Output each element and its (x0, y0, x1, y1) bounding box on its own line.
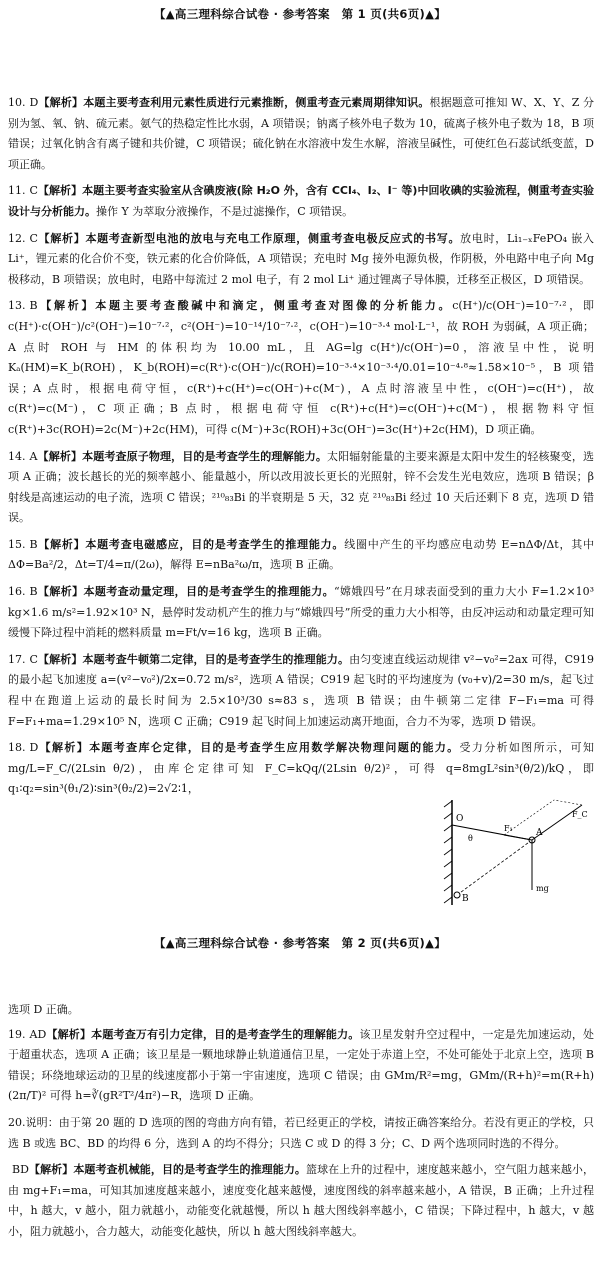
answer-choice: C (29, 652, 38, 666)
analysis-body: 由匀变速直线运动规律 v²−v₀²=2ax 可得，C919 的最小起飞加速度 a=(v²−v₀²)/2x=0.72 m/s²，选项 A 错误；C919 起飞时的平均速度为 (v₀+v)/2=30 m/s，起飞过程中在跑道上运动的最长时间为 2.5×10³/30 s≈83 s，选项 B 错误；由牛顿第二定律 F−F₁=ma 可得 F=F₁+ma=1.29×10⁵ N，选项 C 正确；C919 起飞时间上加速运动离开地面，合力不为零，选项 D 错误。 (8, 652, 594, 728)
answer-item (8, 1160, 594, 1242)
answer-choice: C (29, 231, 38, 245)
analysis-lead: 本题考查牛顿第二定律，目的是考查学生的推理能力。 (82, 652, 350, 666)
answer-choice: B (29, 537, 38, 551)
answer-choice: B (29, 585, 38, 599)
analysis-tag: 【解析】 (38, 741, 90, 755)
answer-item (8, 1113, 594, 1154)
answer-number: 13. (8, 299, 26, 313)
analysis-body: 线圈中产生的平均感应电动势 E=nΔΦ/Δt，其中 ΔΦ=Ba²/2，Δt=T/4=π/(2ω)，解得 E=nBa²ω/π，选项 B 正确。 (8, 537, 595, 572)
answer-item (8, 650, 594, 732)
analysis-tag: 【解析】 (37, 585, 84, 599)
answer-number: 12. (8, 231, 26, 245)
answers-page-2 (8, 1000, 594, 1249)
answer-number: 16. (8, 585, 26, 599)
analysis-tag: 【解析】 (37, 184, 83, 198)
label-b: B (462, 894, 469, 904)
answer-choice: D (29, 96, 39, 109)
answer-choice: AD (29, 1027, 47, 1041)
analysis-lead: 本题考查动量定理，目的是考查学生的推理能力。 (83, 585, 334, 599)
analysis-tag: 【解析】 (37, 537, 86, 551)
analysis-lead: 本题主要考查利用元素性质进行元素推断，侧重考查元素周期律知识。 (83, 96, 430, 109)
page-header-1: 【▲高三理科综合试卷 · 参考答案 第 1 页(共6页)▲】 (153, 7, 447, 21)
analysis-body: 操作 Y 为萃取分液操作，不是过滤操作，C 项错误。 (96, 204, 354, 218)
analysis-lead: 本题考查电磁感应，目的是考查学生的推理能力。 (85, 537, 345, 551)
answer-number: 20. (8, 1115, 26, 1129)
answer-item (8, 738, 594, 800)
answer-number: 14. (8, 449, 26, 463)
answer-item (8, 447, 594, 529)
analysis-body: c(H⁺)/c(OH⁻)=10⁻⁷·²，即 c(H⁺)·c(OH⁻)/c²(OH⁻)=10⁻⁷·²，c²(OH⁻)=10⁻¹⁴/10⁻⁷·²，c(OH⁻)=10⁻³·⁴ mol·L⁻¹，故 ROH 为弱碱，A 项正确；A 点时 ROH 与 HM 的体积均为 10.00 mL，且 AG=lg c(H⁺)/c(OH⁻)=0，溶液呈中性，说明 Kₐ(HM)=K_b(ROH)，K_b(ROH)=c(R⁺)·c(OH⁻)/c(ROH)=10⁻³·⁴×10⁻³·⁴/0.01=10⁻⁴·⁸≈1.58×10⁻⁵，B 项错误；A 点时，根据电荷守恒，c(R⁺)+c(H⁺)=c(OH⁻)+c(M⁻)，A 点时溶液呈中性，c(OH⁻)=c(H⁺)，故 c(R⁺)=c(M⁻)，C 项正确；B 点时，根据电荷守恒 c(R⁺)+c(H⁺)=c(OH⁻)+c(M⁻)，根据物料守恒 c(R⁺)+3c(ROH)=2c(M⁻)+2c(HM)，可得 c(M⁻)+3c(ROH)+3c(OH⁻)=3c(H⁺)+2c(HM)，D 项正确。 (8, 299, 595, 436)
answers-page-1 (8, 93, 594, 806)
analysis-tag: 【解析】 (37, 449, 83, 463)
analysis-lead: 本题考查新型电池的放电与充电工作原理，侧重考查电极反应式的书写。 (85, 231, 461, 245)
answer-number: 17. (8, 652, 26, 666)
answer-item (8, 582, 594, 644)
answer-number: 19. (8, 1027, 26, 1041)
analysis-lead: 本题主要考查实验室从含碘废液(除 H₂O 外，含有 CCl₄、I₂、I⁻ 等)中回收碘的实验流程，侧重考查实验设计与分析能力。 (8, 184, 595, 218)
analysis-body: 篮球在上升的过程中，速度越来越小，空气阻力越来越小，由 mg+F₁=ma，可知其加速度越来越小，速度变化越来越慢，速度图线的斜率越来越小，A 错误，B 正确；上升过程中，h 越大，v 越小，阻力就越小，动能变化就越慢，所以 h 越大图线斜率越小，C 错误；下降过程中，h 越大，v 越小，阻力就越小，合力越大，动能变化越快，所以 h 越大图线斜率越大。 (8, 1163, 595, 1238)
answer-item (8, 181, 594, 222)
analysis-body: 太阳辐射能量的主要来源是太阳中发生的轻核聚变，选项 A 正确；波长越长的光的频率越小、能量越小，所以改用波长更长的光照射，锌不会发生光电效应，选项 B 错误；β 射线是高速运动的电子流，选项 C 错误；²¹⁰₈₃Bi 的半衰期是 5 天，32 克 ²¹⁰₈₃Bi 经过 10 天后还剩下 8 克，选项 D 错误。 (8, 449, 595, 525)
analysis-tag: 【解析】 (37, 652, 83, 666)
label-f1: F₁ (504, 824, 513, 833)
analysis-lead: 本题考查库仑定律，目的是考查学生应用数学解决物理问题的能力。 (89, 741, 460, 755)
analysis-lead: 本题考查万有引力定律，目的是考查学生的理解能力。 (91, 1027, 360, 1041)
analysis-body: “嫦娥四号”在月球表面受到的重力大小 F=1.2×10³ kg×1.6 m/s²=1.92×10³ N，悬停时发动机产生的推力与“嫦娥四号”所受的重力大小相等，由反冲运动和动量定理可知缓慢下降过程中消耗的燃料质量 m=Ft/v=16 kg，选项 B 正确。 (8, 585, 595, 640)
analysis-lead: 本题主要考查酸碱中和滴定，侧重考查对图像的分析能力。 (95, 299, 453, 313)
analysis-body: 放电时，Li₁₋ₓFePO₄ 嵌入 Li⁺，锂元素的化合价不变，铁元素的化合价降低，A 项错误；充电时 Mg 接外电源负极，作阴极，外电路中电子向 Mg 极移动，B 项错误；放电时，电路中每流过 2 mol 电子，有 2 mol Li⁺ 通过锂离子导体膜，迁移至正极区，D 项错误。 (8, 231, 594, 286)
charge-b (454, 892, 460, 898)
analysis-body: 该卫星发射升空过程中，一定是先加速运动，处于超重状态，选项 A 正确；该卫星是一颗地球静止轨道通信卫星，一定处于赤道上空，不处可能处于北京上空，选项 B 错误；环绕地球运动的卫星的线速度都小于第一宇宙速度，选项 C 错误；由 GMm/R²=mg，GMm/(R+h)²=m(R+h)(2π/T)² 可得 h=∛(gR²T²/4π²)−R，选项 D 正确。 (8, 1027, 595, 1103)
analysis-tag: 【解析】 (37, 299, 96, 313)
answer-choice: A (29, 449, 38, 463)
analysis-tag: 【解析】 (38, 96, 84, 109)
answer-item (8, 535, 594, 576)
analysis-tag: 【解析】 (28, 1163, 74, 1177)
analysis-lead: 本题考查机械能，目的是考查学生的推理能力。 (73, 1163, 306, 1177)
answer-item (8, 1025, 594, 1107)
page-header-2: 【▲高三理科综合试卷 · 参考答案 第 2 页(共6页)▲】 (153, 936, 447, 950)
wall-hatch (444, 801, 452, 903)
answer-item (8, 296, 594, 440)
force-diagram-figure (442, 795, 592, 910)
analysis-body: 受力分析如图所示，可知 mg/L=F_C/(2Lsin θ/2)，由库仑定律可知 F_C=kQq/(2Lsin θ/2)²，可得 q=8mgL²sin³(θ/2)/kQ，即 q₁∶q₂=sin³(θ₁/2)∶sin³(θ₂/2)=2√2∶1， (8, 741, 595, 796)
f1-arrow (504, 835, 532, 840)
analysis-lead: 本题考查原子物理，目的是考查学生的理解能力。 (82, 449, 327, 463)
analysis-tag: 【解析】 (46, 1027, 92, 1041)
analysis-body: 说明：由于第 20 题的 D 选项的图的弯曲方向有错，若已经更正的学校，请按正确答案给分。若没有更正的学校，只选 B 或选 BC、BD 的均得 6 分，选到 A 的均不得分；只选 C 或 D 的得 3 分；C、D 两个选项同时选的不得分。 (8, 1115, 594, 1150)
answer-number: 18. (8, 741, 26, 755)
answer-number: 10. (8, 96, 26, 109)
ab-line (457, 840, 532, 895)
parallelogram-2 (554, 800, 582, 805)
answer-number: 11. (8, 184, 26, 198)
answer-choice: C (29, 184, 38, 198)
analysis-tag: 【解析】 (37, 231, 86, 245)
analysis-body: 根据题意可推知 W、X、Y、Z 分别为氢、氧、钠、硫元素。氨气的热稳定性比水弱，A 项错误；钠离子核外电子数为 10，硫离子核外电子数为 18，B 项错误；过氧化钠含有离子键和共价键，C 项错误；硫化钠在水溶液中发生水解，溶液呈碱性，可使红色石蕊试纸变蓝，D 项正确。 (8, 96, 595, 171)
answer-item (8, 229, 594, 291)
label-theta: θ (468, 834, 473, 843)
force-diagram-svg (442, 795, 592, 910)
answer-choice: BD (12, 1163, 29, 1177)
answer-choice: B (29, 299, 38, 313)
label-o: O (456, 814, 464, 824)
label-mg: mg (536, 884, 549, 893)
answer-item (8, 93, 594, 175)
continuation-text: 选项 D 正确。 (8, 1003, 79, 1016)
answer-choice: D (29, 741, 39, 755)
label-fc: F_C (572, 810, 588, 819)
label-a: A (536, 828, 543, 838)
answer-number: 15. (8, 537, 26, 551)
